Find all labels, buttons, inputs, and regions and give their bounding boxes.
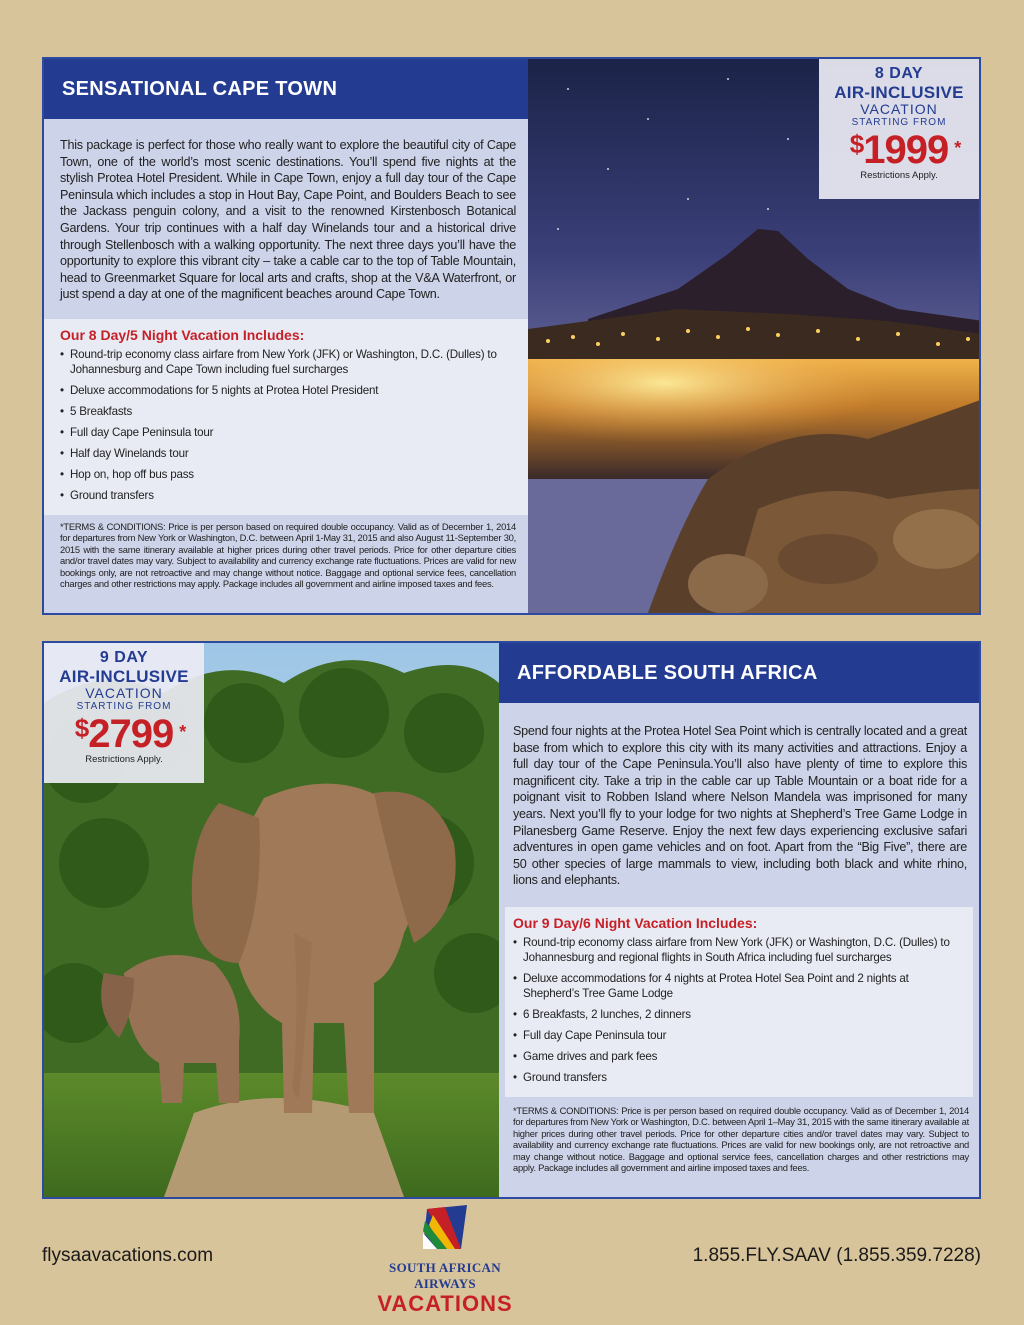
cape-town-description: This package is perfect for those who really want to explore the beautiful city of Cape Town, one of the world’s most scenic destinations. You’ll spend five nights at the stylish Protea Hotel President. While in Cape Town, enjoy a full day tour of the Cape Peninsula which includes a stop in Hout Bay, Cape Point, and Boulders Beach to see the Jackass penguin colony, and a visit to the renowned Kirstenbosch Botanical Gardens. Your trip continues with a half day Winelands tour and a historical drive through Stellenbosch with a walking opportunity. The next three days you’ll have the opportunity to explore this vibrant city – take a cable car to the top of Table Mountain, head to Greenmarket Square for local arts and crafts, shop at the V&A Waterfront, or just spend a day at one of the magnificent beaches around Cape Town. [60, 138, 516, 302]
price-restrictions: Restrictions Apply. [860, 170, 938, 181]
price-currency: $ [74, 713, 89, 743]
price-currency: $ [849, 129, 864, 159]
price-days: 9 DAY [99, 649, 149, 666]
list-item: • Ground transfers [60, 488, 516, 503]
list-item: • Round-trip economy class airfare from New York (JFK) or Washington, D.C. (Dulles) to Johannesburg and Cape Town including fuel surcharges [60, 347, 516, 377]
list-item: • Full day Cape Peninsula tour [513, 1028, 965, 1043]
list-item: • 6 Breakfasts, 2 lunches, 2 dinners [513, 1007, 965, 1022]
south-africa-price-box [44, 643, 204, 783]
price-amount [849, 128, 961, 172]
list-item: • Hop on, hop off bus pass [60, 467, 516, 482]
price-amount [74, 712, 186, 756]
south-africa-description: Spend four nights at the Protea Hotel Sea Point which is centrally located and a great base from which to explore this city with its many activities and attractions. Enjoy a full day tour of the Cape Peninsula.You’ll also have plenty of time to explore this magnificent city. Take a trip in the cable car up Table Mountain or a boat ride for a poignant visit to Robben Island where Nelson Mandela was imprisoned for many years. Next you’ll fly to your lodge for two nights at Shepherd’s Tree Game Lodge in Pilanesberg Game Reserve. Enjoy the next few days experiencing exclusive safari adventures in open game vehicles and on foot. Apart from the “Big Five”, there are 50 other species of large mammals to view, including both black and white rhino, lions and elephants. [513, 724, 967, 888]
list-item: • Deluxe accommodations for 5 nights at Protea Hotel President [60, 383, 516, 398]
list-item: • Full day Cape Peninsula tour [60, 425, 516, 440]
south-africa-package-panel [42, 641, 981, 1199]
list-item: • 5 Breakfasts [60, 404, 516, 419]
cape-town-terms: *TERMS & CONDITIONS: Price is per person based on required double occupancy. Valid as of December 1, 2014 for departures from New York or Washington, D.C. between April 1-May 31, 2015 and also August 11-September 30, 2015 with the same itinerary available at higher prices during other travel periods. Price for other departure cities and/or travel dates may vary. Subject to availability and currency exchange rate fluctuations. Prices are valid for new bookings only, are not retroactive and may change without notice. Baggage and optional service fees, cancellation charges and other restrictions may apply. Package includes all government and airline imposed taxes and fees. [60, 520, 516, 589]
price-vacation: VACATION [860, 101, 938, 117]
cape-town-includes-title: Our 8 Day/5 Night Vacation Includes: [60, 326, 305, 343]
saa-vacations-logo [362, 1205, 528, 1316]
cape-town-text-column [44, 59, 528, 613]
list-item: • Game drives and park fees [513, 1049, 965, 1064]
price-days: 8 DAY [874, 65, 924, 82]
south-africa-text-column [499, 643, 979, 1197]
cape-town-night-photo [528, 59, 979, 613]
price-starting-from: STARTING FROM [851, 117, 947, 128]
list-item: • Deluxe accommodations for 4 nights at Protea Hotel Sea Point and 2 nights at Shepherd’s Tree Game Lodge [513, 971, 965, 1001]
price-asterisk: * [954, 138, 961, 158]
price-value: 1999 [863, 128, 949, 172]
saa-flag-tail-icon [415, 1205, 475, 1253]
list-item: • Round-trip economy class airfare from New York (JFK) or Washington, D.C. (Dulles) to Johannesburg and regional flights in South Africa including fuel surcharges [513, 935, 965, 965]
south-africa-includes-title: Our 9 Day/6 Night Vacation Includes: [513, 914, 758, 931]
price-air-inclusive: AIR-INCLUSIVE [59, 667, 189, 686]
price-value: 2799 [88, 712, 174, 756]
price-restrictions: Restrictions Apply. [85, 754, 163, 765]
price-starting-from: STARTING FROM [76, 701, 172, 712]
website-link[interactable]: flysaavacations.com [42, 1245, 214, 1266]
cape-town-includes-box [44, 319, 528, 515]
elephant-photo [44, 643, 499, 1197]
south-africa-includes-box [505, 907, 973, 1097]
phone-number[interactable]: 1.855.FLY.SAAV (1.855.359.7228) [692, 1245, 981, 1266]
cape-town-title: SENSATIONAL CAPE TOWN [44, 59, 528, 119]
logo-vacations: VACATIONS [377, 1291, 513, 1316]
logo-airline-name: SOUTH AFRICAN AIRWAYS [389, 1260, 501, 1291]
south-africa-terms: *TERMS & CONDITIONS: Price is per person based on required double occupancy. Valid as of December 1, 2014 for departures from New York or Washington, D.C. between April 1–May 31, 2015 with the same itinerary available at higher prices during other travel periods. Price for other departure cities and/or travel dates may vary. Subject to availability and currency exchange rate fluctuations. Prices are valid for new bookings only, are not retroactive and may change without notice. Baggage and optional service fees, cancellation charges and other restrictions may apply. Package includes all government and airline imposed taxes and fees. [513, 1104, 969, 1173]
south-africa-title: AFFORDABLE SOUTH AFRICA [499, 643, 979, 703]
list-item: • Ground transfers [513, 1070, 965, 1085]
cape-town-package-panel [42, 57, 981, 615]
south-africa-includes-list [513, 935, 965, 1085]
price-vacation: VACATION [85, 685, 163, 701]
price-asterisk: * [179, 722, 186, 742]
list-item: • Half day Winelands tour [60, 446, 516, 461]
cape-town-includes-list [60, 347, 516, 503]
cape-town-price-box [819, 59, 979, 199]
price-air-inclusive: AIR-INCLUSIVE [834, 83, 964, 102]
